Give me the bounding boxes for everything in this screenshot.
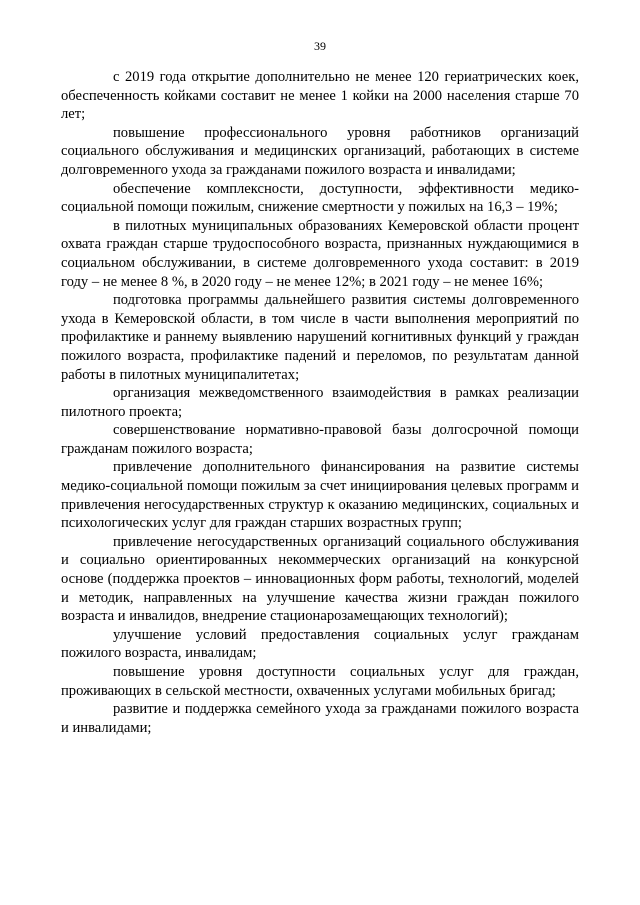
paragraph-program-preparation: подготовка программы дальнейшего развития системы долговременного ухода в Кемеровской области, в том числе в части выполнения мероприятий по профилактике и раннему выявлению нарушений когнитивных функций у граждан пожилого возраста, профилактике падений и переломов, по результатам данной работы в пилотных муниципалитетах; <box>61 292 579 383</box>
paragraph-medical-social-care: обеспечение комплексности, доступности, эффективности медико-социальной помощи пожилым, снижение смертности у пожилых на 16,3 – 19%; <box>61 180 579 216</box>
paragraph-additional-funding: привлечение дополнительного финансирования на развитие системы медико-социальной помощи пожилым за счет инициирования целевых программ и привлечения негосударственных структур к оказанию медицинских, социальных и психологических услуг для граждан старших возрастных групп; <box>61 459 579 532</box>
paragraph-staff-qualification: повышение профессионального уровня работников организаций социального обслуживания и медицинских организаций, работающих в системе долговременного ухода за гражданами пожилого возраста и инвалидами; <box>61 124 579 178</box>
paragraph-family-care: развитие и поддержка семейного ухода за гражданами пожилого возраста и инвалидами; <box>61 701 579 736</box>
paragraph-interagency-cooperation: организация межведомственного взаимодействия в рамках реализации пилотного проекта; <box>61 385 579 420</box>
document-body <box>61 68 579 737</box>
paragraph-regulatory-framework: совершенствование нормативно-правовой базы долгосрочной помощи гражданам пожилого возраста; <box>61 422 579 457</box>
paragraph-rural-accessibility: повышение уровня доступности социальных услуг для граждан, проживающих в сельской местности, охваченных услугами мобильных бригад; <box>61 664 579 699</box>
paragraph-pilot-coverage: в пилотных муниципальных образованиях Кемеровской области процент охвата граждан старше трудоспособного возраста, признанных нуждающимися в социальном обслуживании, в системе долговременного ухода составит: в 2019 году – не менее 8 %, в 2020 году – не менее 12%; в 2021 году – не менее 16%; <box>61 217 579 290</box>
paragraph-nongovernmental-organizations: привлечение негосударственных организаций социального обслуживания и социально ориентированных некоммерческих организаций на конкурсной основе (поддержка проектов – инновационных форм работы, технологий, моделей и методик, направленных на улучшение качества жизни граждан пожилого возраста и инвалидов, внедрение стационарозамещающих технологий); <box>61 533 579 625</box>
paragraph-service-conditions: улучшение условий предоставления социальных услуг гражданам пожилого возраста, инвалидам; <box>61 626 579 662</box>
paragraph-geriatric-beds: с 2019 года открытие дополнительно не менее 120 гериатрических коек, обеспеченность койками составит не менее 1 койки на 2000 населения старше 70 лет; <box>61 69 579 123</box>
page-number: 39 <box>314 39 326 53</box>
